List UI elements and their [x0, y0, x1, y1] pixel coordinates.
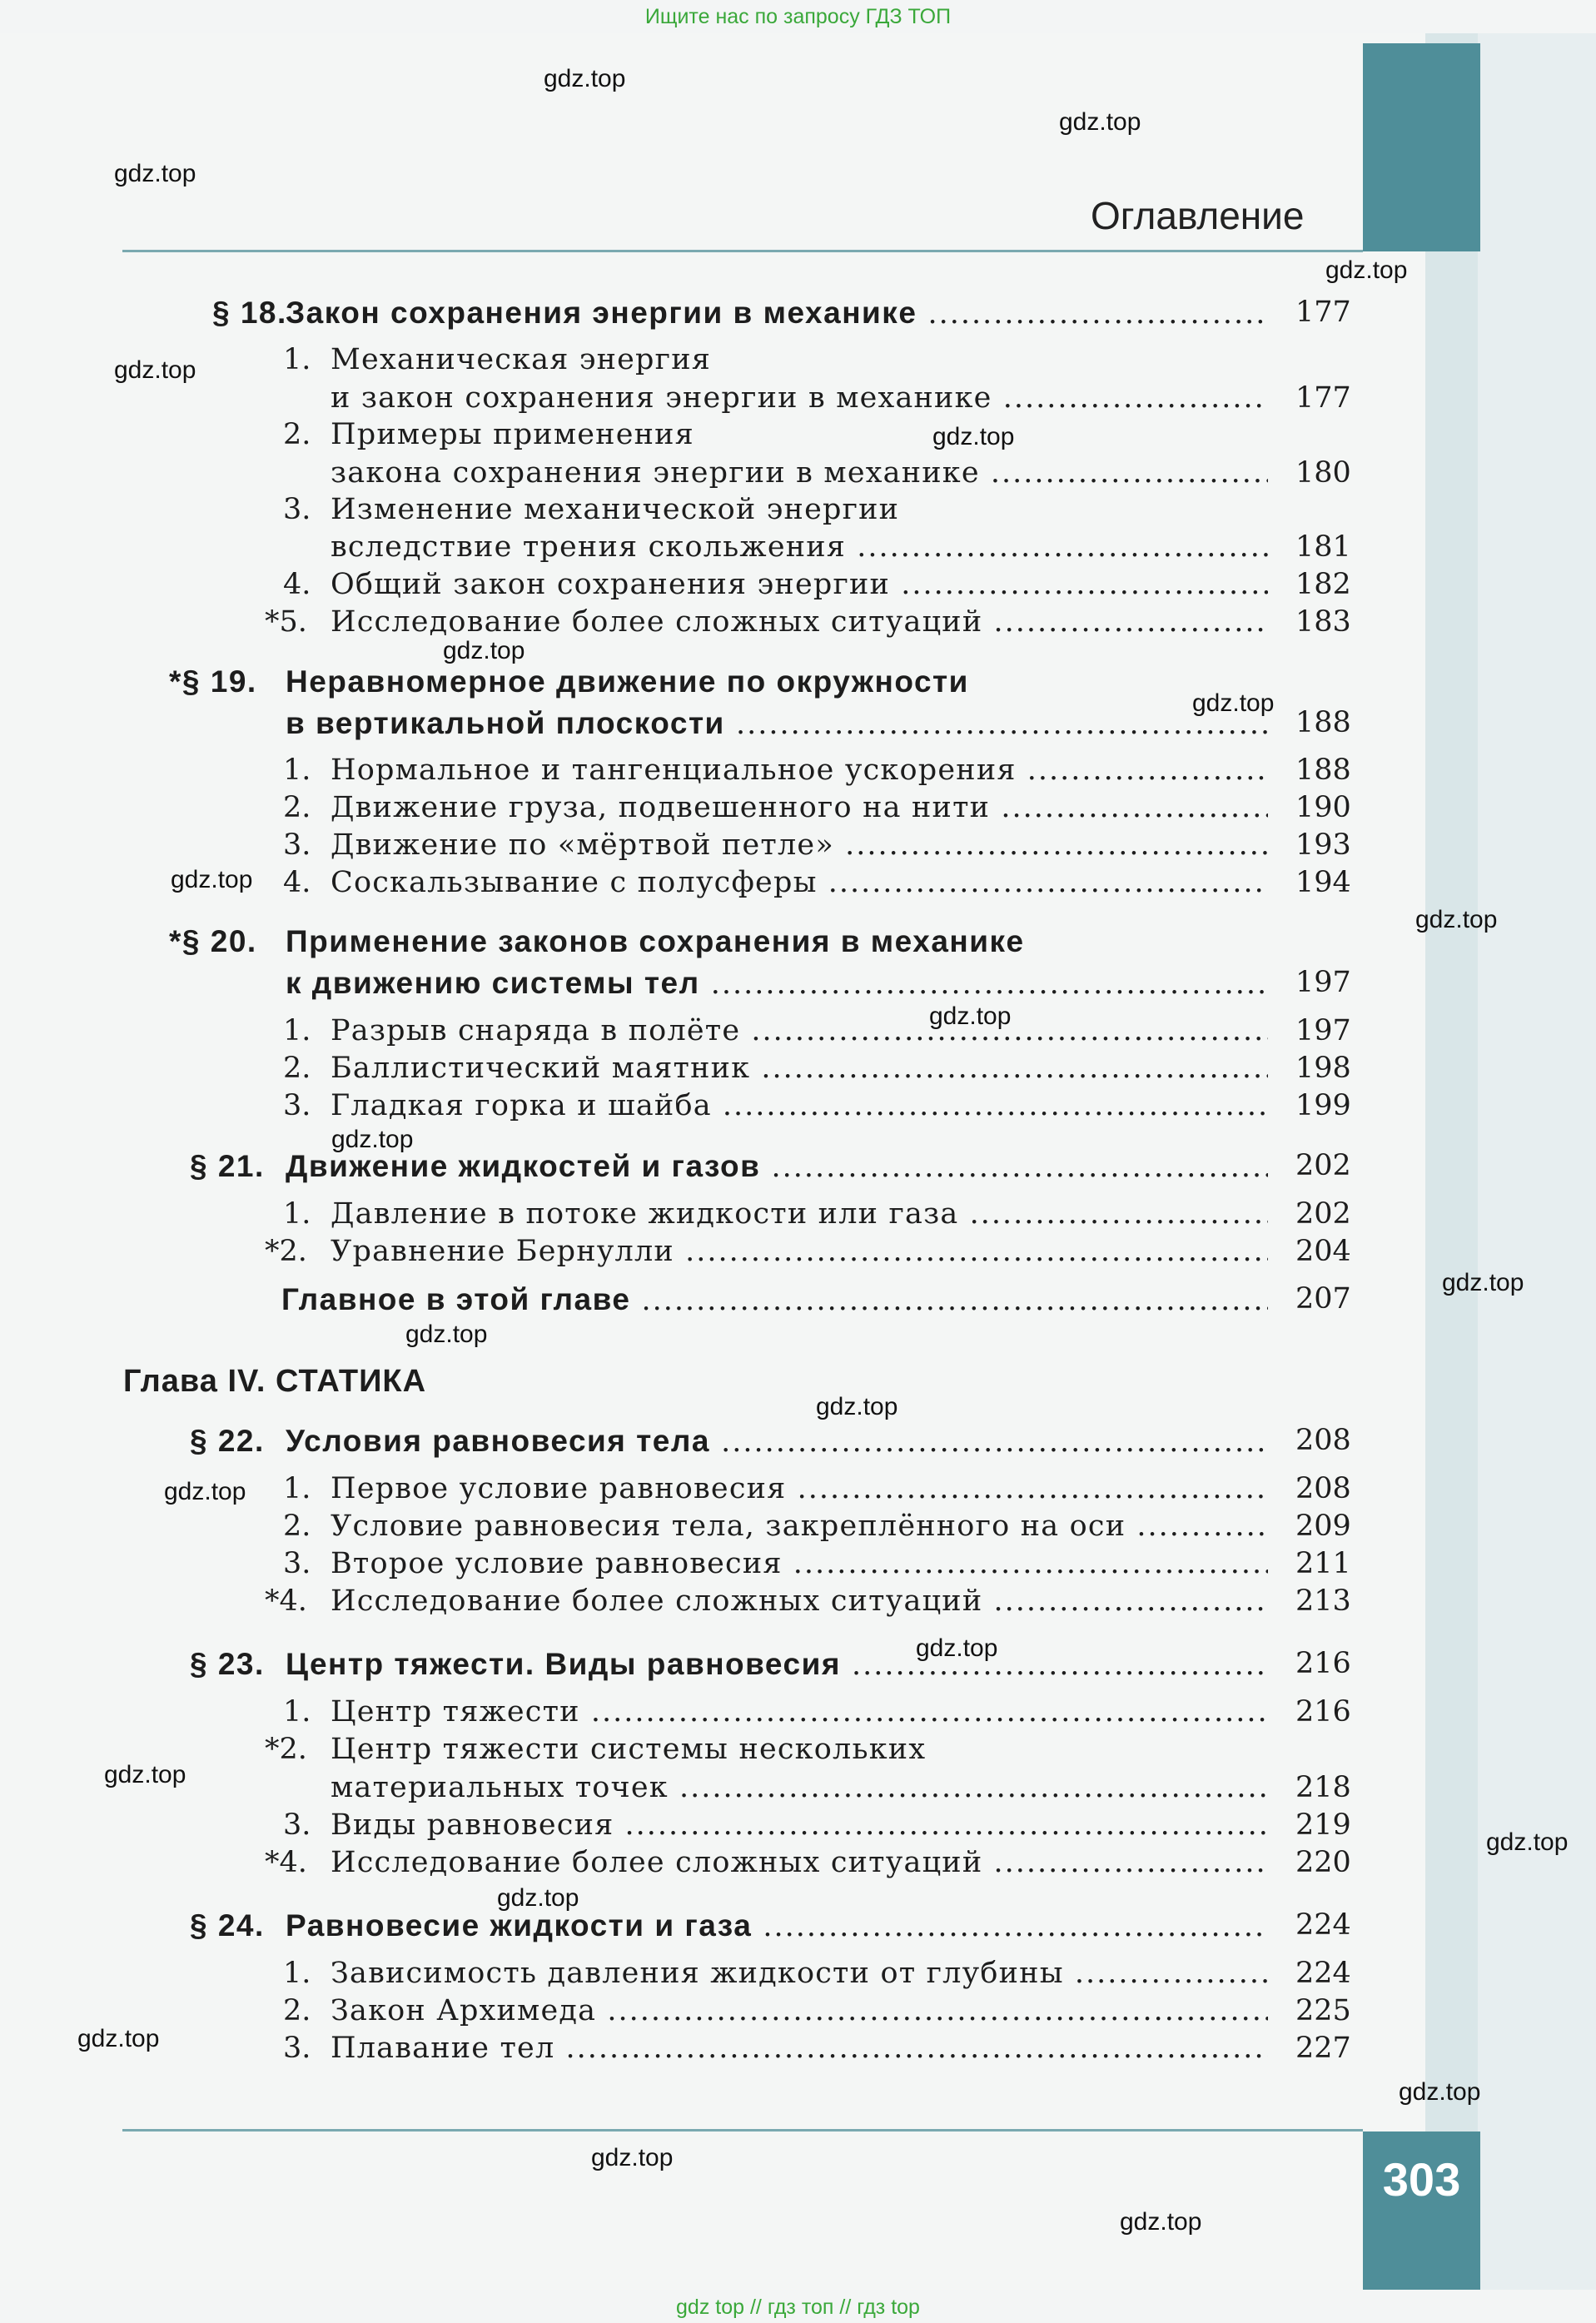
- toc-title: Первое условие равновесия .....: [331, 1472, 1268, 1505]
- toc-item: [0, 418, 1596, 456]
- toc-title: Плавание тел .....: [331, 2032, 1268, 2065]
- toc-number: 1.: [283, 754, 311, 787]
- toc-page: 218: [1295, 1771, 1351, 1804]
- toc-page: 208: [1295, 1472, 1351, 1505]
- toc-page: 213: [1295, 1584, 1351, 1618]
- toc-page: 202: [1295, 1149, 1351, 1182]
- toc-number: 1.: [283, 1014, 311, 1047]
- watermark: gdz.top: [1486, 1828, 1569, 1856]
- toc-number: 1.: [283, 343, 311, 376]
- watermark: gdz.top: [171, 866, 253, 893]
- toc-title: Закон сохранения энергии в механике .....: [286, 296, 1268, 331]
- toc-section: [0, 966, 1596, 1004]
- watermark: gdz.top: [1415, 906, 1498, 933]
- toc-title: Примеры применения: [331, 418, 694, 451]
- toc-page: 197: [1295, 966, 1351, 999]
- toc-page: 209: [1295, 1510, 1351, 1543]
- toc-item: [0, 828, 1596, 867]
- toc-number: 4.: [283, 568, 311, 601]
- toc-page: 183: [1295, 605, 1351, 639]
- toc-item: [0, 568, 1596, 606]
- toc-section: [0, 1149, 1596, 1187]
- toc-item: [0, 1052, 1596, 1090]
- toc-page: 181: [1295, 530, 1351, 564]
- toc-title: в вертикальной плоскости .....: [286, 706, 1268, 741]
- toc-number: 1.: [283, 1957, 311, 1990]
- toc-title: Второе условие равновесия .....: [331, 1547, 1268, 1580]
- toc-section: [0, 1647, 1596, 1685]
- toc-page: 227: [1295, 2032, 1351, 2065]
- toc-title: вследствие трения скольжения .....: [331, 530, 1268, 564]
- toc-page: 202: [1295, 1197, 1351, 1231]
- toc-page: 177: [1295, 381, 1351, 415]
- toc-number: 3.: [283, 1089, 311, 1122]
- toc-item: [0, 791, 1596, 829]
- watermark: gdz.top: [405, 1321, 488, 1348]
- toc-number: 3.: [283, 493, 311, 526]
- watermark: gdz.top: [114, 356, 196, 384]
- watermark: gdz.top: [77, 2025, 160, 2052]
- toc-page: 220: [1295, 1846, 1351, 1879]
- toc-item: [0, 1089, 1596, 1127]
- watermark: gdz.top: [932, 423, 1015, 450]
- toc-number: *4.: [265, 1584, 307, 1618]
- toc-number: § 22.: [190, 1424, 265, 1458]
- page-number: 303: [1382, 2153, 1461, 2206]
- watermark: gdz.top: [1059, 108, 1141, 136]
- toc-number: *2.: [265, 1733, 307, 1766]
- toc-title: Исследование более сложных ситуаций .....: [331, 605, 1268, 639]
- toc-number: 4.: [283, 866, 311, 899]
- toc-title: Исследование более сложных ситуаций .....: [331, 1584, 1268, 1618]
- toc-page: 216: [1295, 1647, 1351, 1680]
- toc-number: 2.: [283, 1510, 311, 1543]
- toc-item: [0, 456, 1596, 495]
- toc-title: Закон Архимеда .....: [331, 1994, 1268, 2027]
- top-banner[interactable]: Ищите нас по запросу ГДЗ ТОП: [644, 5, 952, 28]
- toc-page: 219: [1295, 1808, 1351, 1842]
- toc-number: 2.: [283, 418, 311, 451]
- watermark: gdz.top: [916, 1634, 998, 1662]
- toc-item: [0, 1994, 1596, 2032]
- toc-item: [0, 1695, 1596, 1734]
- bottom-banner[interactable]: gdz top // гдз топ // гдз top: [676, 2296, 920, 2319]
- toc-page: 224: [1295, 1957, 1351, 1990]
- toc-item: [0, 1733, 1596, 1771]
- toc-title: к движению системы тел .....: [286, 966, 1268, 1001]
- toc-title: Условие равновесия тела, закреплённого на оси .....: [331, 1510, 1268, 1543]
- toc-page: 216: [1295, 1695, 1351, 1729]
- toc-title: Главное в этой главе .....: [281, 1282, 1268, 1317]
- toc-number: 3.: [283, 1547, 311, 1580]
- toc-title: Общий закон сохранения энергии .....: [331, 568, 1268, 601]
- toc-item: [0, 754, 1596, 792]
- toc-number: 2.: [283, 1052, 311, 1085]
- toc-title: Давление в потоке жидкости или газа .....: [331, 1197, 1268, 1231]
- watermark: gdz.top: [114, 160, 196, 187]
- toc-title: Неравномерное движение по окружности: [286, 664, 969, 699]
- toc-page: 190: [1295, 791, 1351, 824]
- watermark: gdz.top: [1120, 2208, 1202, 2236]
- toc-number: *§ 20.: [169, 924, 257, 958]
- toc-page: 225: [1295, 1994, 1351, 2027]
- toc-title: Центр тяжести .....: [331, 1695, 1268, 1729]
- toc-number: 3.: [283, 1808, 311, 1842]
- toc-number: 3.: [283, 828, 311, 862]
- page-title: Оглавление: [1091, 194, 1305, 237]
- toc-title: Механическая энергия: [331, 343, 712, 376]
- toc-title: Зависимость давления жидкости от глубины .....: [331, 1957, 1268, 1990]
- toc-title: Движение жидкостей и газов .....: [286, 1149, 1268, 1184]
- toc-page: 194: [1295, 866, 1351, 899]
- toc-item: [0, 493, 1596, 531]
- toc-title: Равновесие жидкости и газа .....: [286, 1908, 1268, 1943]
- toc-title: Баллистический маятник .....: [331, 1052, 1268, 1085]
- toc-page: 188: [1295, 706, 1351, 739]
- toc-page: 198: [1295, 1052, 1351, 1085]
- toc-title: Уравнение Бернулли .....: [331, 1235, 1268, 1268]
- toc-page: 182: [1295, 568, 1351, 601]
- toc-item: [0, 1547, 1596, 1585]
- toc-section: [0, 1908, 1596, 1947]
- toc-item: [0, 1197, 1596, 1236]
- toc-item: [0, 343, 1596, 381]
- toc-page: 180: [1295, 456, 1351, 490]
- chapter-heading: Глава IV. СТАТИКА: [123, 1364, 427, 1399]
- watermark: gdz.top: [1325, 256, 1408, 284]
- toc-title: закона сохранения энергии в механике .....: [331, 456, 1268, 490]
- toc-item: [0, 1014, 1596, 1052]
- toc-number: 1.: [283, 1197, 311, 1231]
- toc-item: [0, 381, 1596, 420]
- toc-number: § 21.: [190, 1149, 265, 1183]
- toc-page: 188: [1295, 754, 1351, 787]
- toc-number: 1.: [283, 1472, 311, 1505]
- watermark: gdz.top: [1399, 2078, 1481, 2106]
- watermark: gdz.top: [1192, 689, 1275, 717]
- toc-number: 3.: [283, 2032, 311, 2065]
- header-divider: [122, 250, 1363, 252]
- toc-summary: [0, 1282, 1596, 1321]
- toc-item: [0, 1510, 1596, 1548]
- toc-title: Движение по «мёртвой петле» .....: [331, 828, 1268, 862]
- toc-number: *5.: [265, 605, 307, 639]
- toc-page: 193: [1295, 828, 1351, 862]
- toc-item: [0, 1808, 1596, 1847]
- toc-number: 2.: [283, 1994, 311, 2027]
- toc-number: 1.: [283, 1695, 311, 1729]
- watermark: gdz.top: [104, 1761, 186, 1788]
- toc-page: 199: [1295, 1089, 1351, 1122]
- toc-item: [0, 1235, 1596, 1273]
- toc-page: 211: [1295, 1547, 1351, 1580]
- toc-page: 197: [1295, 1014, 1351, 1047]
- toc-item: [0, 1584, 1596, 1623]
- toc-title: Центр тяжести. Виды равновесия .....: [286, 1647, 1268, 1682]
- watermark: gdz.top: [544, 65, 626, 92]
- toc-section: [0, 924, 1596, 963]
- toc-number: *2.: [265, 1235, 307, 1268]
- toc-title: Соскальзывание с полусферы .....: [331, 866, 1268, 899]
- toc-title: Изменение механической энергии: [331, 493, 900, 526]
- toc-number: *4.: [265, 1846, 307, 1879]
- watermark: gdz.top: [816, 1393, 898, 1420]
- toc-section: [0, 706, 1596, 744]
- watermark: gdz.top: [331, 1126, 414, 1153]
- toc-section: [0, 1424, 1596, 1462]
- watermark: gdz.top: [929, 1002, 1012, 1030]
- toc-title: и закон сохранения энергии в механике .....: [331, 381, 1268, 415]
- toc-page: 177: [1295, 296, 1351, 329]
- watermark: gdz.top: [1442, 1269, 1524, 1296]
- toc-number: 2.: [283, 791, 311, 824]
- toc-page: 204: [1295, 1235, 1351, 1268]
- toc-page: 208: [1295, 1424, 1351, 1457]
- toc-item: [0, 2032, 1596, 2070]
- toc-number: § 23.: [190, 1647, 265, 1681]
- toc-page: 207: [1295, 1282, 1351, 1316]
- toc-item: [0, 605, 1596, 644]
- toc-section: [0, 664, 1596, 703]
- toc-title: Виды равновесия .....: [331, 1808, 1268, 1842]
- toc-title: Движение груза, подвешенного на нити .....: [331, 791, 1268, 824]
- toc-item: [0, 1846, 1596, 1884]
- toc-title: материальных точек .....: [331, 1771, 1268, 1804]
- toc-number: § 18.: [212, 296, 287, 330]
- toc-title: Условия равновесия тела .....: [286, 1424, 1268, 1459]
- toc-title: Разрыв снаряда в полёте .....: [331, 1014, 1268, 1047]
- toc-item: [0, 1957, 1596, 1995]
- toc-page: 224: [1295, 1908, 1351, 1942]
- watermark: gdz.top: [591, 2144, 674, 2171]
- toc-number: *§ 19.: [169, 664, 257, 699]
- watermark: gdz.top: [443, 637, 525, 664]
- toc-section: [0, 296, 1596, 334]
- watermark: gdz.top: [497, 1884, 579, 1912]
- toc-title: Гладкая горка и шайба .....: [331, 1089, 1268, 1122]
- toc-number: § 24.: [190, 1908, 265, 1942]
- toc-title: Центр тяжести системы нескольких: [331, 1733, 927, 1766]
- watermark: gdz.top: [164, 1478, 246, 1505]
- toc-title: Применение законов сохранения в механике: [286, 924, 1025, 958]
- header-color-tab: [1363, 43, 1480, 251]
- toc-title: Нормальное и тангенциальное ускорения .....: [331, 754, 1268, 787]
- toc-item: [0, 530, 1596, 569]
- footer-divider: [122, 2129, 1363, 2131]
- toc-item: [0, 1771, 1596, 1809]
- toc-title: Исследование более сложных ситуаций .....: [331, 1846, 1268, 1879]
